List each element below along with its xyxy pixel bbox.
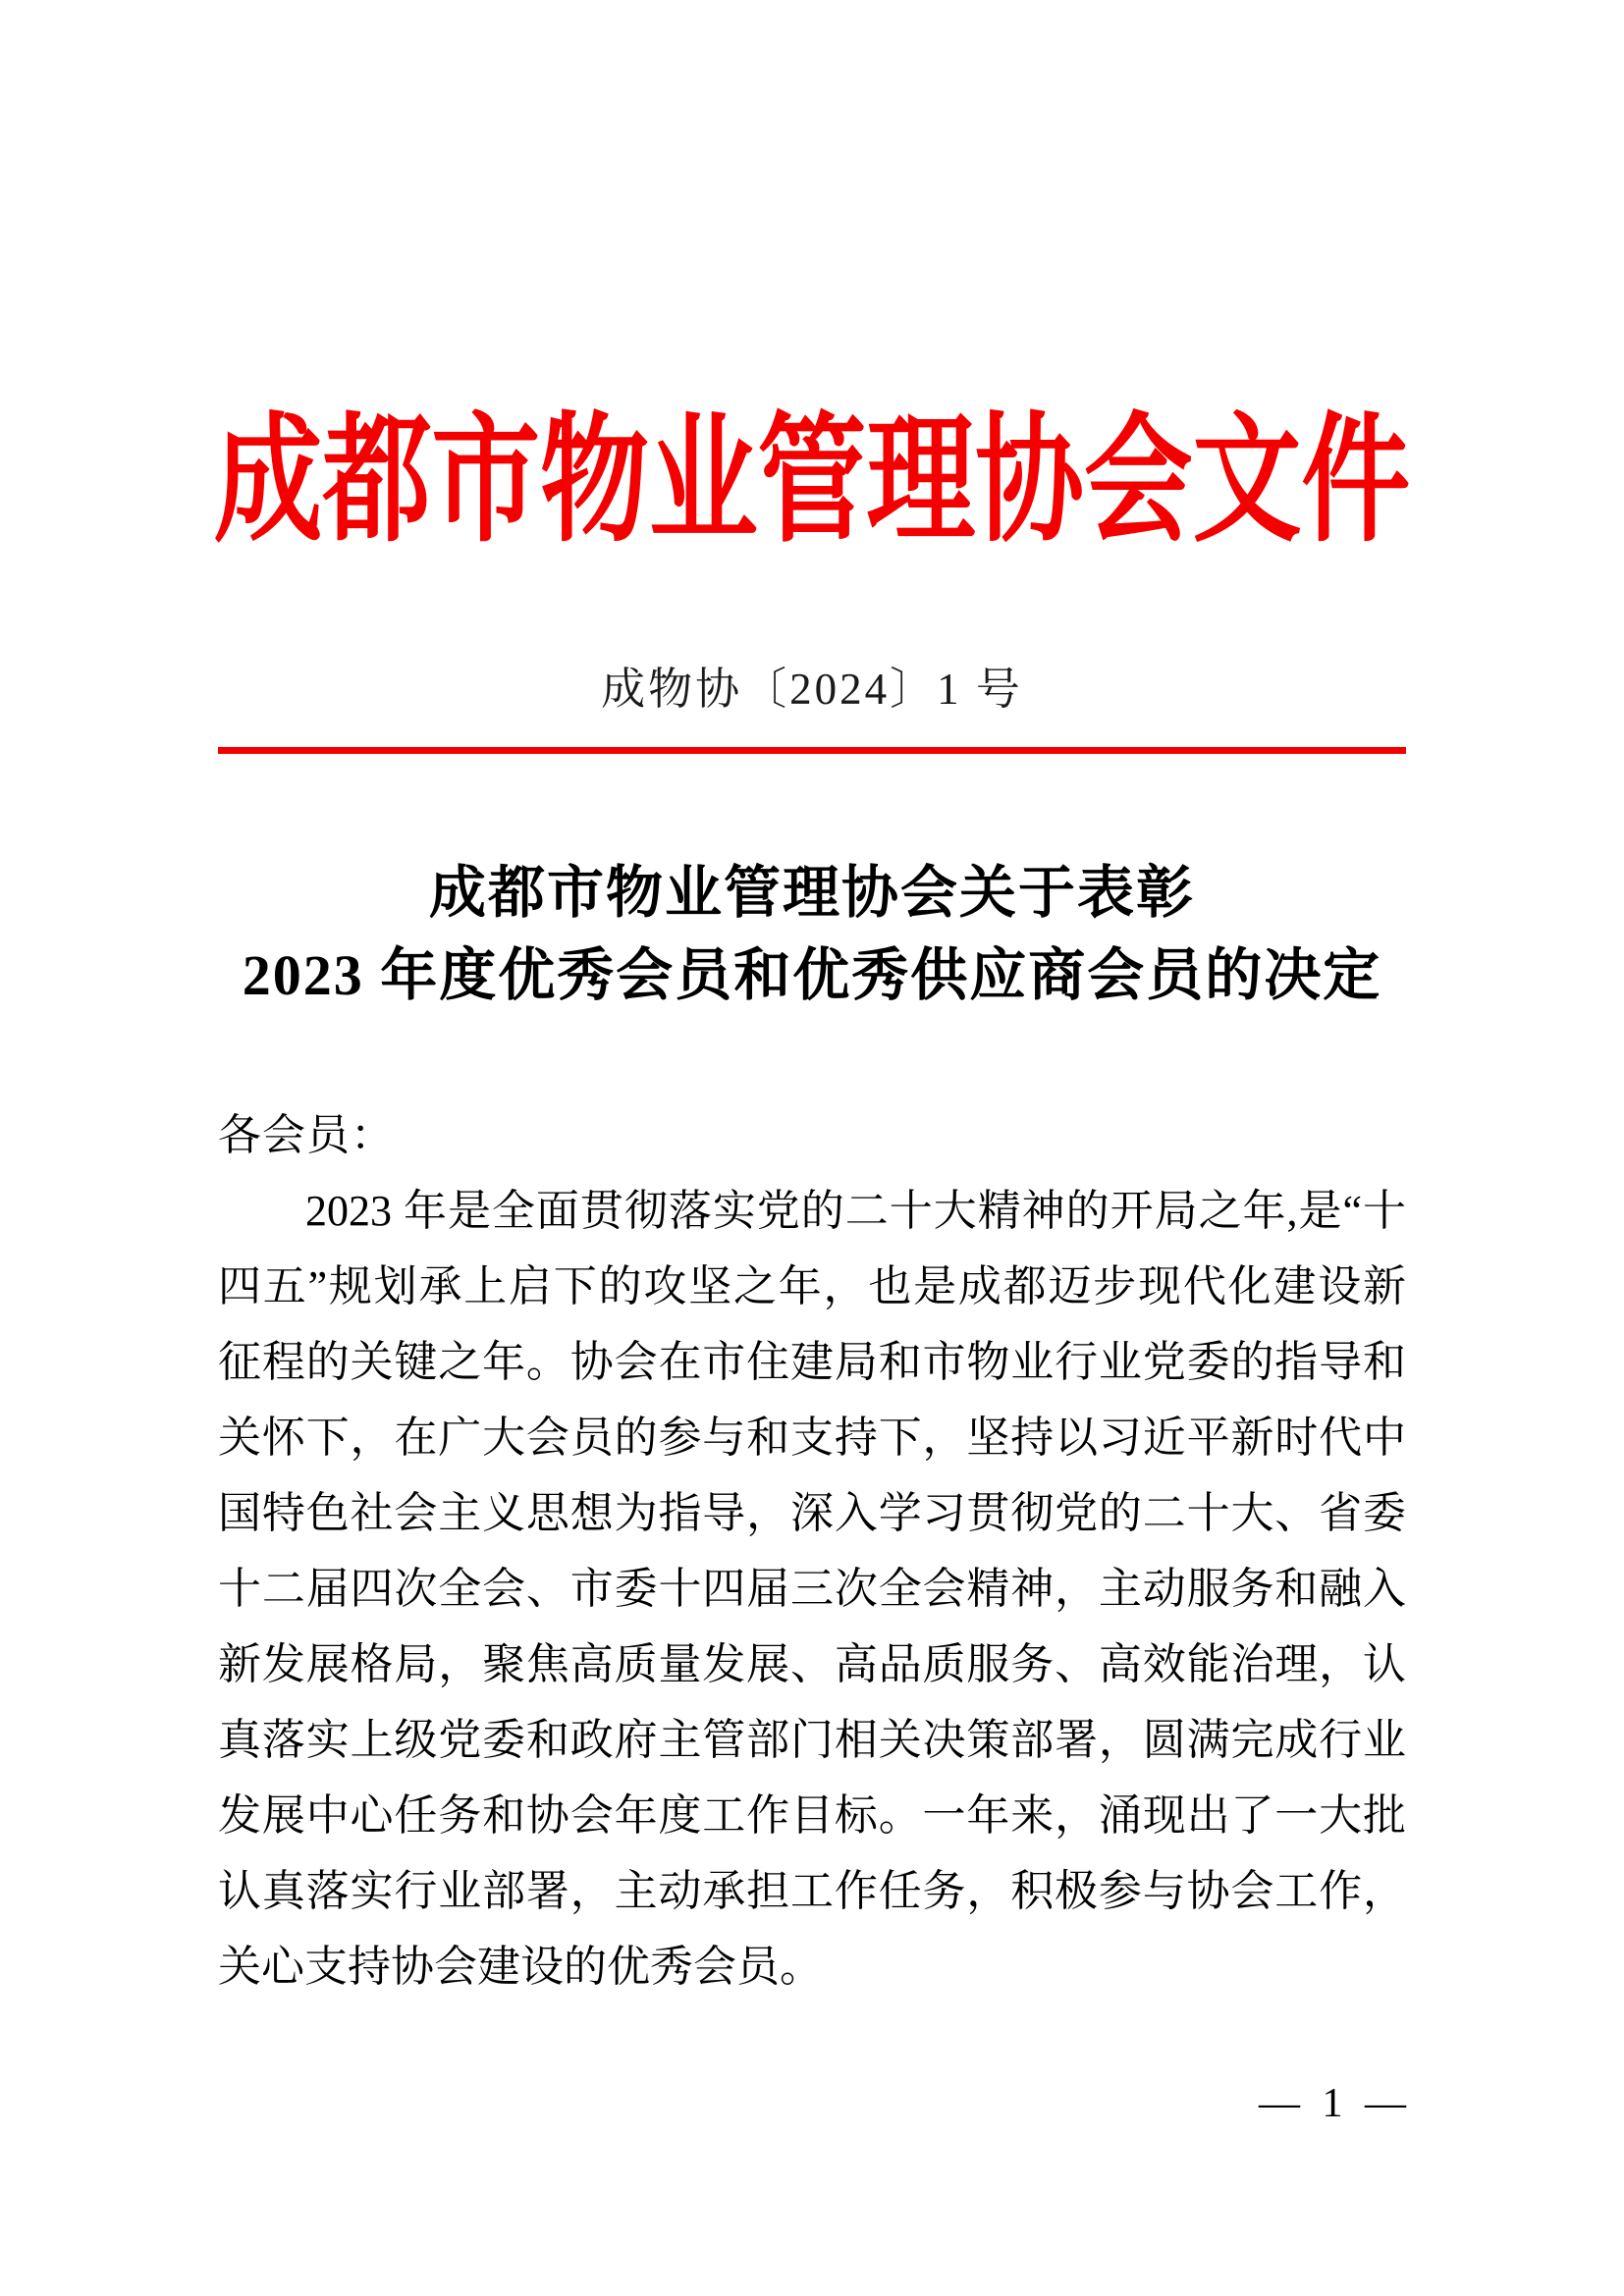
paragraph-line: 2023 年是全面贯彻落实党的二十大精神的开局之年,是“十 [305, 1187, 1406, 1235]
paragraph-line: 征程的关键之年。协会在市住建局和市物业行业党委的指导和 [218, 1338, 1406, 1386]
page-number: — 1 — [1259, 2081, 1412, 2126]
paragraph-line: 关怀下，在广大会员的参与和支持下，坚持以习近平新时代中 [218, 1414, 1406, 1462]
document-title-line1: 成都市物业管理协会关于表彰 [428, 861, 1195, 925]
red-header-title [0, 398, 1624, 564]
paragraph-line: 十二届四次全会、市委十四届三次全会精神，主动服务和融入 [218, 1565, 1406, 1613]
red-separator-line [218, 747, 1406, 754]
body-paragraph [218, 1173, 1406, 2004]
paragraph-line: 国特色社会主义思想为指导，深入学习贯彻党的二十大、省委 [218, 1489, 1406, 1537]
paragraph-line: 认真落实行业部署，主动承担工作任务，积极参与协会工作， [218, 1867, 1406, 1915]
document-title [0, 852, 1624, 1017]
paragraph-line: 真落实上级党委和政府主管部门相关决策部署，圆满完成行业 [218, 1716, 1406, 1764]
document-body [218, 1097, 1406, 2004]
paragraph-line: 发展中心任务和协会年度工作目标。一年来，涌现出了一大批 [218, 1791, 1406, 1840]
document-title-line2: 2023 年度优秀会员和优秀供应商会员的决定 [242, 943, 1382, 1007]
red-header-title-text: 成都市物业管理协会文件 [213, 403, 1411, 559]
paragraph-line: 新发展格局，聚焦高质量发展、高品质服务、高效能治理，认 [218, 1640, 1406, 1688]
paragraph-line: 四五”规划承上启下的攻坚之年，也是成都迈步现代化建设新 [218, 1262, 1406, 1310]
paragraph-line: 关心支持协会建设的优秀会员。 [218, 1943, 823, 1991]
document-number: 成物协〔2024〕1 号 [601, 665, 1023, 714]
salutation: 各会员： [218, 1111, 395, 1159]
